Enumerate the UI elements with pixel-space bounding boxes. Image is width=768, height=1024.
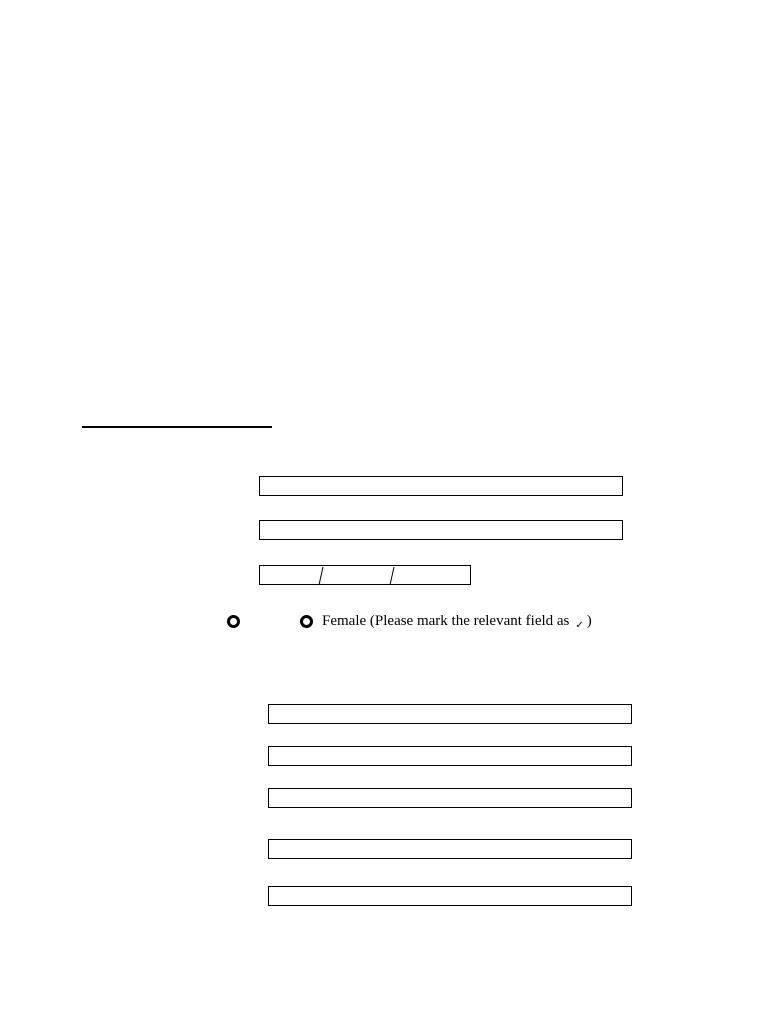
gender-radio-female-icon[interactable] <box>300 615 313 628</box>
form-field-1-input[interactable] <box>260 477 622 495</box>
form-field-1[interactable] <box>259 476 623 496</box>
checkmark-icon: ✓ <box>575 620 584 631</box>
gender-instruction-close: ) <box>586 613 592 629</box>
form-field-4-input[interactable] <box>269 747 631 765</box>
section-heading-underline <box>82 426 272 428</box>
gender-instruction-text: Female (Please mark the relevant field as <box>322 613 570 629</box>
date-year-input[interactable] <box>400 566 470 584</box>
form-field-4[interactable] <box>268 746 632 766</box>
form-field-6-input[interactable] <box>269 840 631 858</box>
form-field-5[interactable] <box>268 788 632 808</box>
form-field-7[interactable] <box>268 886 632 906</box>
date-field[interactable] <box>259 565 471 585</box>
form-field-5-input[interactable] <box>269 789 631 807</box>
gender-female-label <box>322 612 592 635</box>
form-field-2[interactable] <box>259 520 623 540</box>
form-field-3-input[interactable] <box>269 705 631 723</box>
gender-radio-male-icon[interactable] <box>227 615 240 628</box>
form-field-2-input[interactable] <box>260 521 622 539</box>
date-separator-2-icon <box>387 566 397 586</box>
date-year-part[interactable] <box>400 566 470 584</box>
date-separator-1-icon <box>316 566 326 586</box>
form-field-3[interactable] <box>268 704 632 724</box>
form-field-6[interactable] <box>268 839 632 859</box>
form-field-7-input[interactable] <box>269 887 631 905</box>
